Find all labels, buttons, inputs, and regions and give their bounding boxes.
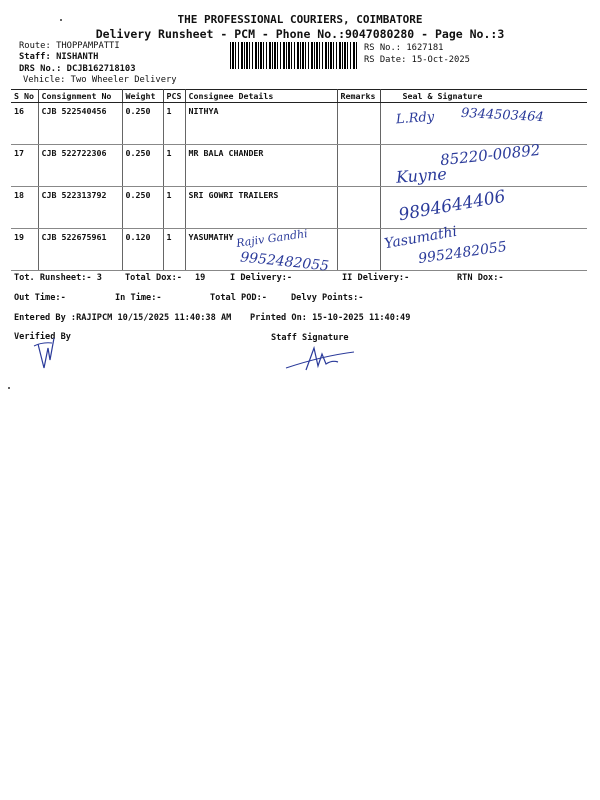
handwritten-signature-16: L.Rdy <box>395 109 435 128</box>
row-consignee: NITHYA <box>185 103 337 145</box>
handwritten-phone-17: 85220-00892 <box>439 140 542 170</box>
row-consignee: YASUMATHY <box>185 229 337 271</box>
verified-by: Verified By <box>14 332 71 342</box>
row-pcs: 1 <box>163 229 185 271</box>
delvy-points: Delvy Points:- <box>291 293 364 303</box>
handwritten-phone-19-b: 9952482055 <box>417 238 508 268</box>
scan-mark <box>8 387 10 389</box>
rs-date: RS Date: 15-Oct-2025 <box>364 55 470 65</box>
staff-signature-label: Staff Signature <box>271 333 349 343</box>
col-header-weight: Weight <box>122 90 163 103</box>
row-sno: 19 <box>11 229 38 271</box>
row-sno: 18 <box>11 187 38 229</box>
company-title: THE PROFESSIONAL COURIERS, COIMBATORE <box>177 13 423 26</box>
route-label: Route: THOPPAMPATTI <box>19 41 120 51</box>
rtn-dox: RTN Dox:- <box>457 273 504 283</box>
total-pod: Total POD:- <box>210 293 267 303</box>
col-header-sno: S No <box>11 90 38 103</box>
row-pcs: 1 <box>163 103 185 145</box>
out-time: Out Time:- <box>14 293 66 303</box>
rs-number: RS No.: 1627181 <box>364 43 444 53</box>
handwritten-phone-16: 9344503464 <box>460 105 545 126</box>
col-header-signature: Seal & Signature <box>380 90 587 103</box>
col-header-consignment: Consignment No <box>38 90 122 103</box>
handwritten-signature-17: Kuyne <box>395 164 448 187</box>
handwritten-signature-19-a: Rajiv Gandhi <box>235 227 309 250</box>
ii-delivery: II Delivery:- <box>342 273 410 283</box>
handwritten-signature-19-b: Yasumathi <box>383 223 459 253</box>
row-consignment: CJB 522313792 <box>38 187 122 229</box>
staff-signature-icon <box>282 342 362 374</box>
col-header-pcs: PCS <box>163 90 185 103</box>
i-delivery: I Delivery:- <box>230 273 293 283</box>
runsheet-subtitle: Delivery Runsheet - PCM - Phone No.:9047080280 - Page No.:3 <box>95 27 505 41</box>
barcode-image <box>230 42 358 69</box>
row-weight: 0.250 <box>122 187 163 229</box>
row-weight: 0.120 <box>122 229 163 271</box>
row-sno: 17 <box>11 145 38 187</box>
total-dox-label: Total Dox:- <box>125 273 182 283</box>
row-weight: 0.250 <box>122 103 163 145</box>
row-consignment: CJB 522722306 <box>38 145 122 187</box>
row-sno: 16 <box>11 103 38 145</box>
vehicle-label: Vehicle: Two Wheeler Delivery <box>23 75 177 85</box>
handwritten-phone-18: 9894644406 <box>397 186 508 226</box>
printed-on: Printed On: 15-10-2025 11:40:49 <box>250 313 411 323</box>
row-remarks <box>337 145 380 187</box>
row-pcs: 1 <box>163 187 185 229</box>
row-remarks <box>337 229 380 271</box>
row-weight: 0.250 <box>122 145 163 187</box>
drs-label: DRS No.: DCJB162718103 <box>19 64 136 74</box>
verified-signature-icon <box>30 330 80 370</box>
handwritten-phone-19-a: 9952482055 <box>239 249 330 275</box>
row-consignee: SRI GOWRI TRAILERS <box>185 187 337 229</box>
col-header-remarks: Remarks <box>337 90 380 103</box>
table-header-row <box>11 90 587 103</box>
staff-label: Staff: NISHANTH <box>19 52 99 62</box>
row-consignment: CJB 522540456 <box>38 103 122 145</box>
row-consignee: MR BALA CHANDER <box>185 145 337 187</box>
row-remarks <box>337 103 380 145</box>
col-header-consignee: Consignee Details <box>185 90 337 103</box>
total-dox-value: 19 <box>195 273 206 283</box>
row-consignment: CJB 522675961 <box>38 229 122 271</box>
in-time: In Time:- <box>115 293 162 303</box>
total-runsheet: Tot. Runsheet:- 3 <box>14 273 102 283</box>
entered-by: Entered By :RAJIPCM 10/15/2025 11:40:38 AM <box>14 313 232 323</box>
row-pcs: 1 <box>163 145 185 187</box>
row-remarks <box>337 187 380 229</box>
scan-mark <box>60 19 62 21</box>
